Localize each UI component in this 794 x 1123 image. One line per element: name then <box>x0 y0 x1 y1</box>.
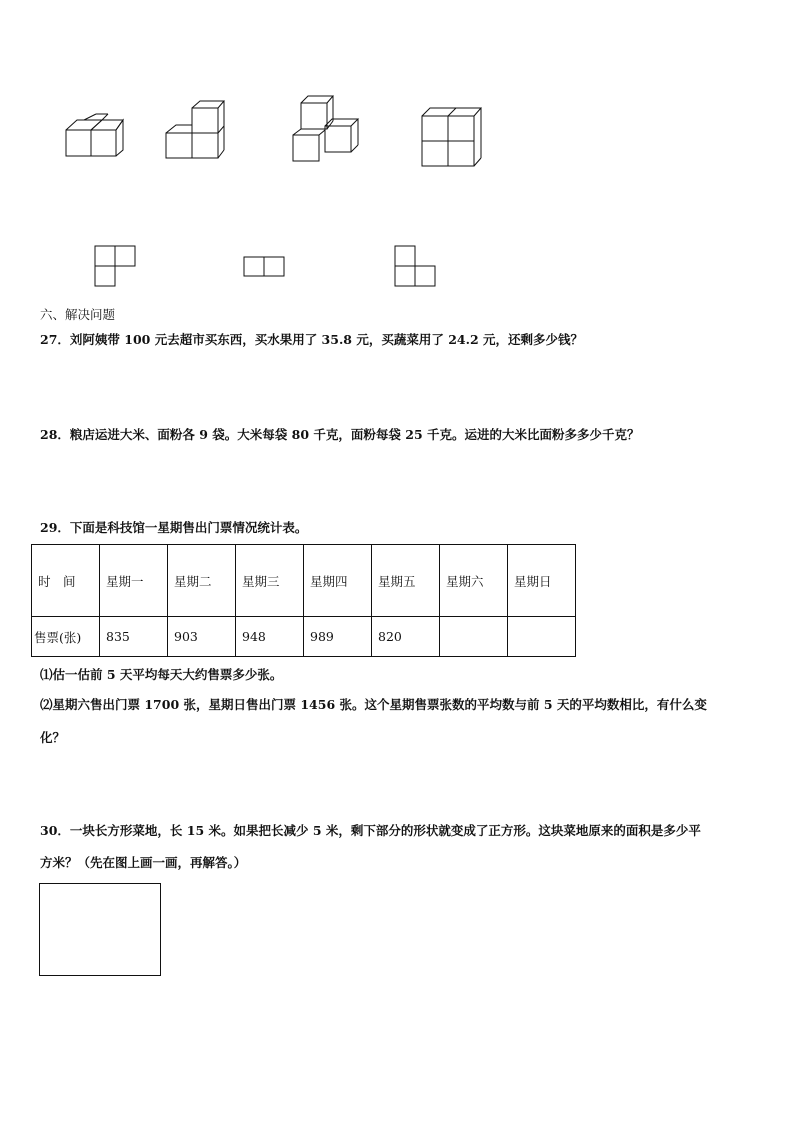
table-header-cell: 星期五 <box>372 545 440 617</box>
cube-figure-4 <box>422 108 481 166</box>
table-cell: 835 <box>100 617 168 657</box>
table-cell <box>508 617 576 657</box>
table-header-cell: 星期四 <box>304 545 372 617</box>
table-header-cell: 星期日 <box>508 545 576 617</box>
question-29-part-2-line-2: 化？ <box>40 730 66 745</box>
question-28: 28．粮店运进大米、面粉各 9 袋。大米每袋 80 千克，面粉每袋 25 千克。运进的大米比面粉多多少千克？ <box>40 427 640 442</box>
table-header-cell: 时 间 <box>32 545 100 617</box>
question-29: 29．下面是科技馆一星期售出门票情况统计表。 <box>40 520 308 535</box>
question-27: 27．刘阿姨带 100 元去超市买东西，买水果用了 35.8 元，买蔬菜用了 24.2 元，还剩多少钱？ <box>40 332 583 347</box>
table-cell <box>440 617 508 657</box>
table-row-label: 售票(张) <box>32 617 100 657</box>
view-shape-2 <box>244 257 284 276</box>
vegetable-plot-square <box>39 883 161 976</box>
cube-structures-figure <box>0 0 794 300</box>
table-cell: 948 <box>236 617 304 657</box>
view-shape-1 <box>95 246 135 286</box>
cube-figure-2 <box>166 101 224 158</box>
question-29-part-1: ⑴估一估前 5 天平均每天大约售票多少张。 <box>40 667 283 682</box>
cube-figure-3 <box>293 96 358 161</box>
table-cell: 903 <box>168 617 236 657</box>
table-header-cell: 星期二 <box>168 545 236 617</box>
question-30-line-2: 方米？（先在图上画一画，再解答。） <box>40 855 247 870</box>
question-29-part-2-line-1: ⑵星期六售出门票 1700 张，星期日售出门票 1456 张。这个星期售票张数的平均数与前 5 天的平均数相比，有什么变 <box>40 697 707 712</box>
table-row <box>32 617 576 657</box>
section-heading: 六、解决问题 <box>40 307 116 322</box>
cube-figure-1 <box>66 114 123 156</box>
ticket-sales-table <box>31 544 576 657</box>
table-header-cell: 星期三 <box>236 545 304 617</box>
table-header-cell: 星期一 <box>100 545 168 617</box>
table-cell: 989 <box>304 617 372 657</box>
table-cell: 820 <box>372 617 440 657</box>
view-shape-3 <box>395 246 435 286</box>
question-30-line-1: 30．一块长方形菜地，长 15 米。如果把长减少 5 米，剩下部分的形状就变成了正方形。这块菜地原来的面积是多少平 <box>40 823 701 838</box>
table-header-cell: 星期六 <box>440 545 508 617</box>
table-header-row <box>32 545 576 617</box>
